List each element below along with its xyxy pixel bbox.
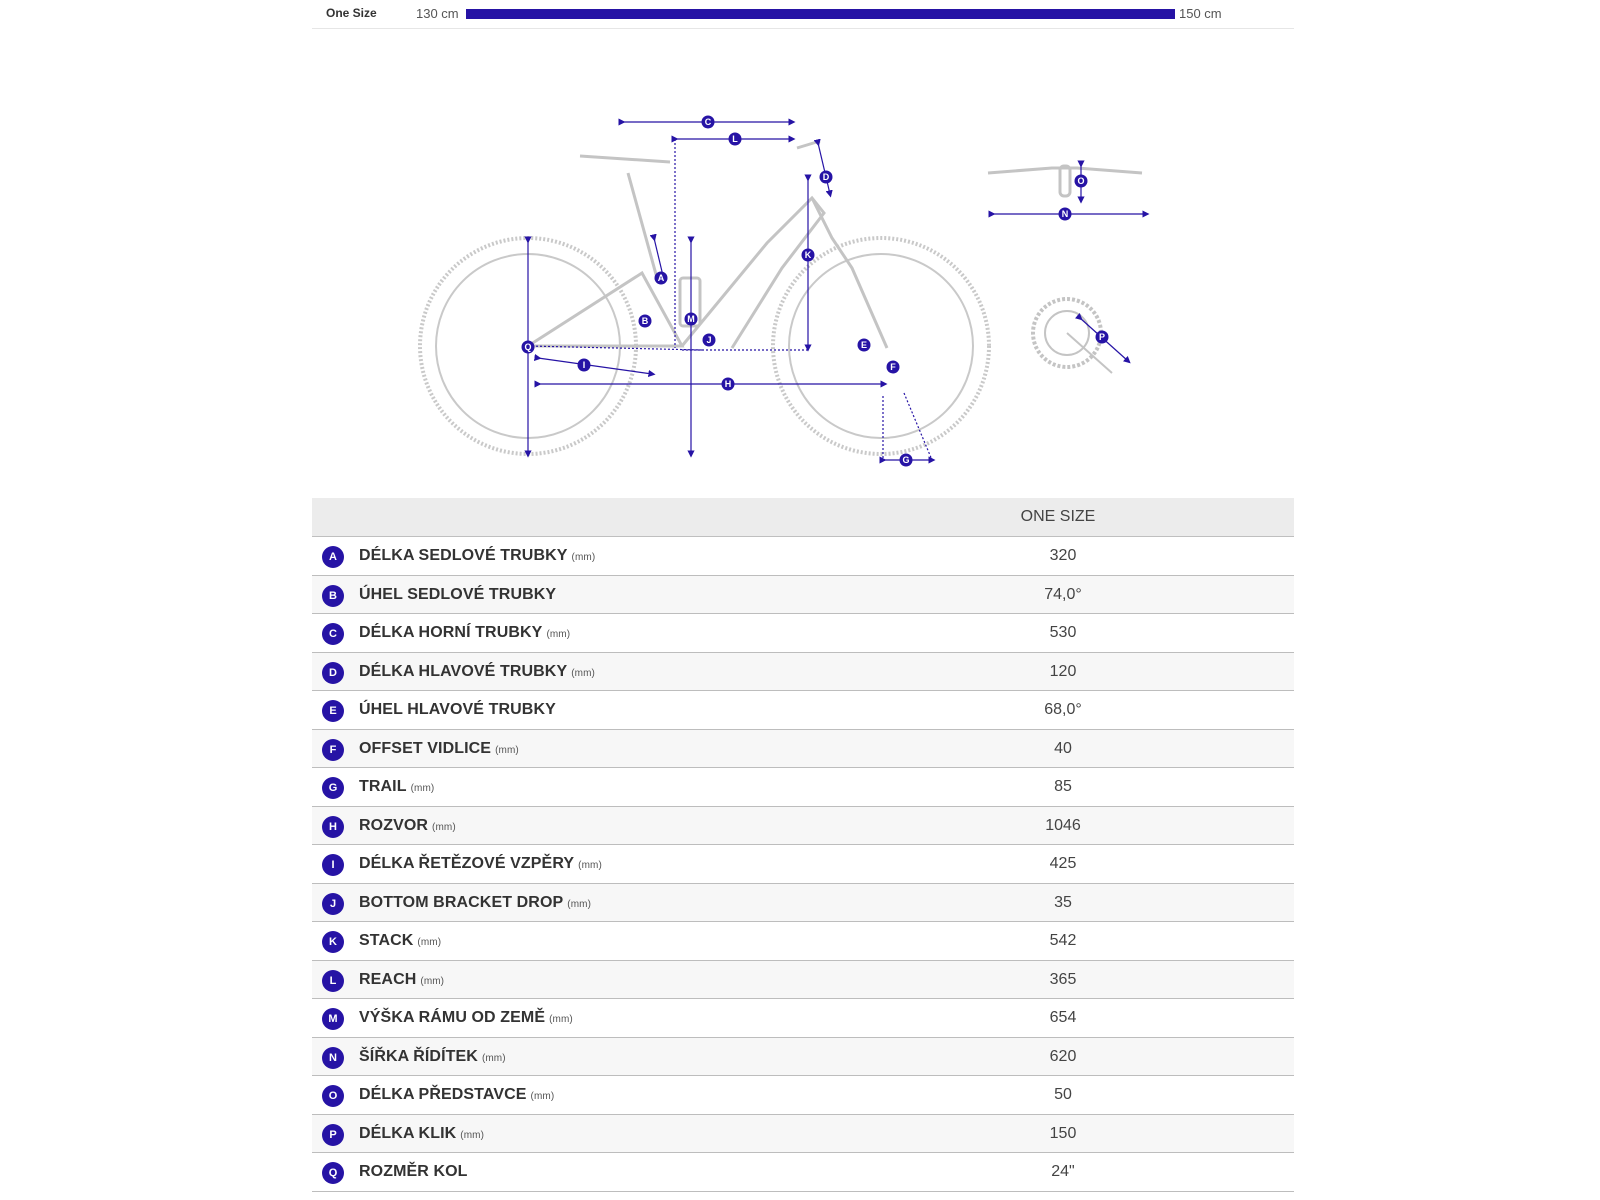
marker-b [639, 315, 652, 328]
marker-m [685, 313, 698, 326]
row-label [359, 817, 456, 835]
row-value: 74,0° [1044, 585, 1082, 603]
table-row [312, 961, 1294, 1000]
table-row [312, 653, 1294, 692]
row-unit: (mm) [495, 744, 519, 756]
table-body [312, 537, 1294, 1192]
row-label-text: ROZVOR [359, 816, 429, 834]
row-letter-badge: O [322, 1085, 344, 1107]
row-unit: (mm) [432, 821, 456, 833]
marker-j [703, 334, 716, 347]
table-row [312, 807, 1294, 846]
svg-text:I: I [582, 360, 586, 370]
row-value: 530 [1049, 624, 1077, 641]
table-row [312, 845, 1294, 884]
marker-l [729, 133, 742, 146]
rider-height-bar [312, 0, 1294, 29]
table-row [312, 691, 1294, 730]
svg-text:M: M [687, 314, 695, 324]
row-letter-badge: P [322, 1124, 344, 1146]
row-letter-badge: I [322, 854, 344, 876]
svg-text:K: K [804, 250, 812, 260]
row-value: 1046 [1045, 816, 1081, 834]
svg-text:P: P [1098, 332, 1106, 342]
row-label [359, 1009, 573, 1027]
row-unit: (mm) [410, 783, 435, 794]
row-label [359, 1125, 484, 1143]
row-label-text: TRAIL [359, 778, 407, 795]
row-unit: (mm) [571, 552, 596, 563]
row-label-text: REACH [359, 970, 417, 988]
row-unit: (mm) [546, 629, 571, 640]
svg-text:A: A [657, 273, 665, 283]
svg-text:C: C [704, 117, 712, 127]
row-value: 50 [1054, 1086, 1072, 1103]
svg-text:L: L [732, 134, 738, 144]
row-label-text: DÉLKA KLIK [359, 1124, 457, 1142]
marker-a [655, 272, 668, 285]
row-label-text: DÉLKA SEDLOVÉ TRUBKY [359, 547, 568, 564]
row-unit: (mm) [578, 860, 602, 871]
bike-geometry-svg [312, 28, 1294, 490]
marker-p [1096, 331, 1109, 344]
table-row [312, 1038, 1294, 1077]
row-value: 542 [1049, 932, 1077, 949]
geometry-table [312, 498, 1294, 1192]
row-value: 68,0° [1044, 701, 1082, 718]
marker-i [578, 359, 591, 372]
svg-text:B: B [641, 316, 649, 326]
row-label [359, 971, 444, 989]
row-label-text: BOTTOM BRACKET DROP [359, 893, 564, 911]
row-label [359, 932, 441, 950]
svg-text:F: F [890, 362, 896, 372]
marker-o [1075, 175, 1088, 188]
svg-text:D: D [822, 172, 830, 182]
row-unit: (mm) [530, 1091, 555, 1102]
table-row [312, 884, 1294, 923]
row-value: 40 [1054, 739, 1072, 757]
marker-g [900, 454, 913, 467]
row-letter-badge: M [322, 1008, 344, 1030]
row-label-text: OFFSET VIDLICE [359, 739, 492, 757]
row-label-text: STACK [359, 932, 414, 949]
row-value: 320 [1049, 547, 1077, 564]
row-unit: (mm) [417, 937, 442, 948]
row-label-text: ÚHEL HLAVOVÉ TRUBKY [359, 701, 556, 718]
row-letter-badge: B [322, 585, 344, 607]
table-row [312, 614, 1294, 653]
svg-text:H: H [724, 379, 732, 389]
svg-text:Q: Q [524, 342, 532, 352]
svg-text:O: O [1077, 176, 1085, 186]
row-label [359, 740, 519, 758]
row-letter-badge: F [322, 739, 344, 761]
row-letter-badge: G [322, 777, 344, 799]
row-unit: (mm) [481, 1052, 506, 1064]
row-letter-badge: D [322, 662, 344, 684]
row-label-text: DÉLKA HORNÍ TRUBKY [359, 624, 543, 641]
row-label-text: DÉLKA PŘEDSTAVCE [359, 1086, 527, 1103]
row-letter-badge: E [322, 700, 344, 722]
marker-c [702, 116, 715, 129]
table-row [312, 1115, 1294, 1154]
handlebar [988, 166, 1142, 196]
row-unit: (mm) [420, 975, 445, 987]
row-label [359, 701, 560, 719]
table-row [312, 1076, 1294, 1115]
table-row [312, 999, 1294, 1038]
marker-k [802, 249, 815, 262]
row-letter-badge: C [322, 623, 344, 645]
row-label [359, 663, 595, 681]
marker-q [522, 341, 535, 354]
row-value: 120 [1049, 662, 1077, 680]
row-letter-badge: L [322, 970, 344, 992]
row-label-text: ÚHEL SEDLOVÉ TRUBKY [359, 585, 557, 603]
row-unit: (mm) [567, 898, 592, 910]
table-row [312, 922, 1294, 961]
geometry-panel [312, 0, 1294, 1180]
marker-d [820, 171, 833, 184]
row-value: 620 [1049, 1047, 1077, 1065]
row-label [359, 1163, 472, 1181]
table-row [312, 1153, 1294, 1192]
marker-n [1059, 208, 1072, 221]
row-unit: (mm) [549, 1014, 573, 1025]
table-row [312, 768, 1294, 807]
row-label [359, 1086, 554, 1104]
row-value: 85 [1054, 778, 1072, 795]
table-row [312, 537, 1294, 576]
svg-text:N: N [1061, 209, 1069, 219]
row-label-text: DÉLKA ŘETĚZOVÉ VZPĚRY [359, 855, 575, 872]
size-name: One Size [326, 6, 377, 20]
row-label [359, 1048, 506, 1066]
row-value: 150 [1049, 1124, 1077, 1142]
height-range-track [466, 9, 1175, 19]
table-row [312, 576, 1294, 615]
row-letter-badge: H [322, 816, 344, 838]
row-label-text: DÉLKA HLAVOVÉ TRUBKY [359, 662, 568, 680]
row-letter-badge: A [322, 546, 344, 568]
svg-text:E: E [860, 340, 868, 350]
bike-frame [528, 141, 887, 348]
row-letter-badge: N [322, 1047, 344, 1069]
row-label-text: ROZMĚR KOL [359, 1163, 468, 1180]
marker-h [722, 378, 735, 391]
front-wheel [773, 238, 989, 454]
min-height-label: 130 cm [416, 6, 459, 21]
table-row [312, 730, 1294, 769]
row-label [359, 547, 595, 565]
row-label-text: VÝŠKA RÁMU OD ZEMĚ [359, 1009, 546, 1026]
row-value: 35 [1054, 893, 1072, 911]
dimension-markers [522, 116, 1109, 467]
row-unit: (mm) [460, 1129, 485, 1141]
row-label-text: ŠÍŘKA ŘÍDÍTEK [359, 1047, 478, 1065]
row-letter-badge: Q [322, 1162, 344, 1184]
bike-geometry-diagram [312, 28, 1294, 490]
table-header [312, 498, 1294, 537]
row-letter-badge: J [322, 893, 344, 915]
svg-text:J: J [706, 335, 712, 345]
marker-f [887, 361, 900, 374]
row-value: 425 [1049, 855, 1077, 872]
column-header-one-size: ONE SIZE [1020, 508, 1096, 525]
svg-text:G: G [902, 455, 910, 465]
row-label [359, 894, 591, 912]
row-value: 365 [1049, 970, 1077, 988]
row-value: 24" [1051, 1163, 1075, 1180]
row-label [359, 586, 560, 604]
row-label [359, 624, 570, 642]
row-unit: (mm) [571, 667, 595, 679]
row-value: 654 [1049, 1009, 1077, 1026]
max-height-label: 150 cm [1179, 6, 1222, 21]
row-label [359, 778, 434, 796]
row-letter-badge: K [322, 931, 344, 953]
row-label [359, 855, 602, 873]
marker-e [858, 339, 871, 352]
